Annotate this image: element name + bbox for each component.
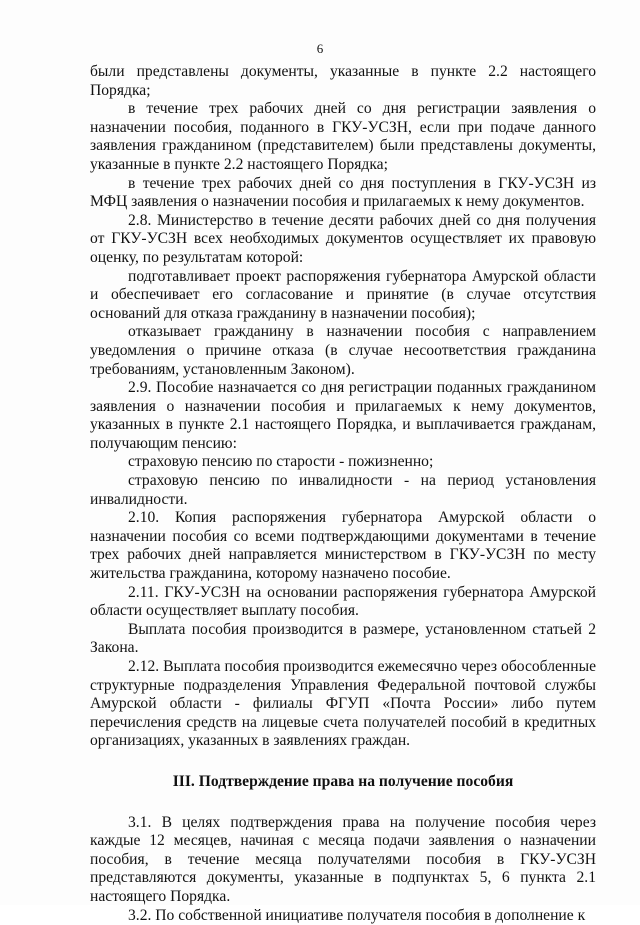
paragraph: 3.2. По собственной инициативе получателя пособия в дополнение к — [128, 906, 586, 924]
paragraph: подготавливает проект распоряжения губернатора Амурской области и обеспечивает его согласование и принятие (в случае отсутствия оснований для отказа гражданину в назначении пособия); — [90, 267, 596, 322]
paragraph: 2.10. Копия распоряжения губернатора Амурской области о назначении пособия со всеми подтверждающими документами в течение трех рабочих дней направляется министерством в ГКУ-УСЗН по месту жительства гражданина, которому назначено пособие. — [90, 509, 596, 583]
section-ii-continuation — [90, 63, 596, 751]
paragraph: 2.9. Пособие назначается со дня регистрации поданных гражданином заявления о назначении пособия и прилагаемых к нему документов, указанных в пункте 2.1 настоящего Порядка, и выплачивается гражданам, получающим пенсию: — [90, 379, 596, 452]
paragraph: 2.12. Выплата пособия производится ежемесячно через обособленные структурные подразделения Управления Федеральной почтовой службы Амурской области - филиалы ФГУП «Почта России» либо путем перечисления средств на лицевые счета получателей пособий в кредитных организациях, указанных в заявлениях граждан. — [90, 658, 596, 750]
section-iii-body — [90, 814, 596, 925]
paragraph: страховую пенсию по старости - пожизненно; — [128, 453, 434, 471]
paragraph: в течение трех рабочих дней со дня поступления в ГКУ-УСЗН из МФЦ заявления о назначении пособия и прилагаемых к нему документов. — [90, 174, 596, 211]
paragraph: 3.1. В целях подтверждения права на получение пособия через каждые 12 месяцев, начиная с месяца подачи заявления о назначении пособия, в течение месяца получателями пособия в ГКУ-УСЗН представляются документы, указанные в подпунктах 5, 6 пункта 2.1 настоящего Порядка. — [90, 813, 596, 905]
paragraph: отказывает гражданину в назначении пособия с направлением уведомления о причине отказа (в случае несоответствия гражданина требованиям, установленным Законом). — [90, 323, 596, 378]
document-body — [90, 63, 596, 925]
paragraph: 2.8. Министерство в течение десяти рабочих дней со дня получения от ГКУ-УСЗН всех необходимых документов осуществляет их правовую оценку, по результатам которой: — [90, 211, 596, 266]
section-heading: III. Подтверждение права на получение пособия — [172, 772, 514, 790]
paragraph: Выплата пособия производится в размере, установленном статьей 2 Закона. — [90, 620, 596, 657]
paragraph: были представлены документы, указанные в пункте 2.2 настоящего Порядка; — [90, 63, 596, 99]
page-number: 6 — [316, 41, 324, 56]
paragraph: страховую пенсию по инвалидности - на период установления инвалидности. — [90, 472, 596, 508]
paragraph: 2.11. ГКУ-УСЗН на основании распоряжения губернатора Амурской области осуществляет выплату пособия. — [90, 583, 596, 620]
paragraph: в течение трех рабочих дней со дня регистрации заявления о назначении пособия, поданного в ГКУ-УСЗН, если при подаче данного заявления гражданином (представителем) были представлены документы, указанные в пункте 2.2 настоящего Порядка; — [90, 100, 596, 173]
